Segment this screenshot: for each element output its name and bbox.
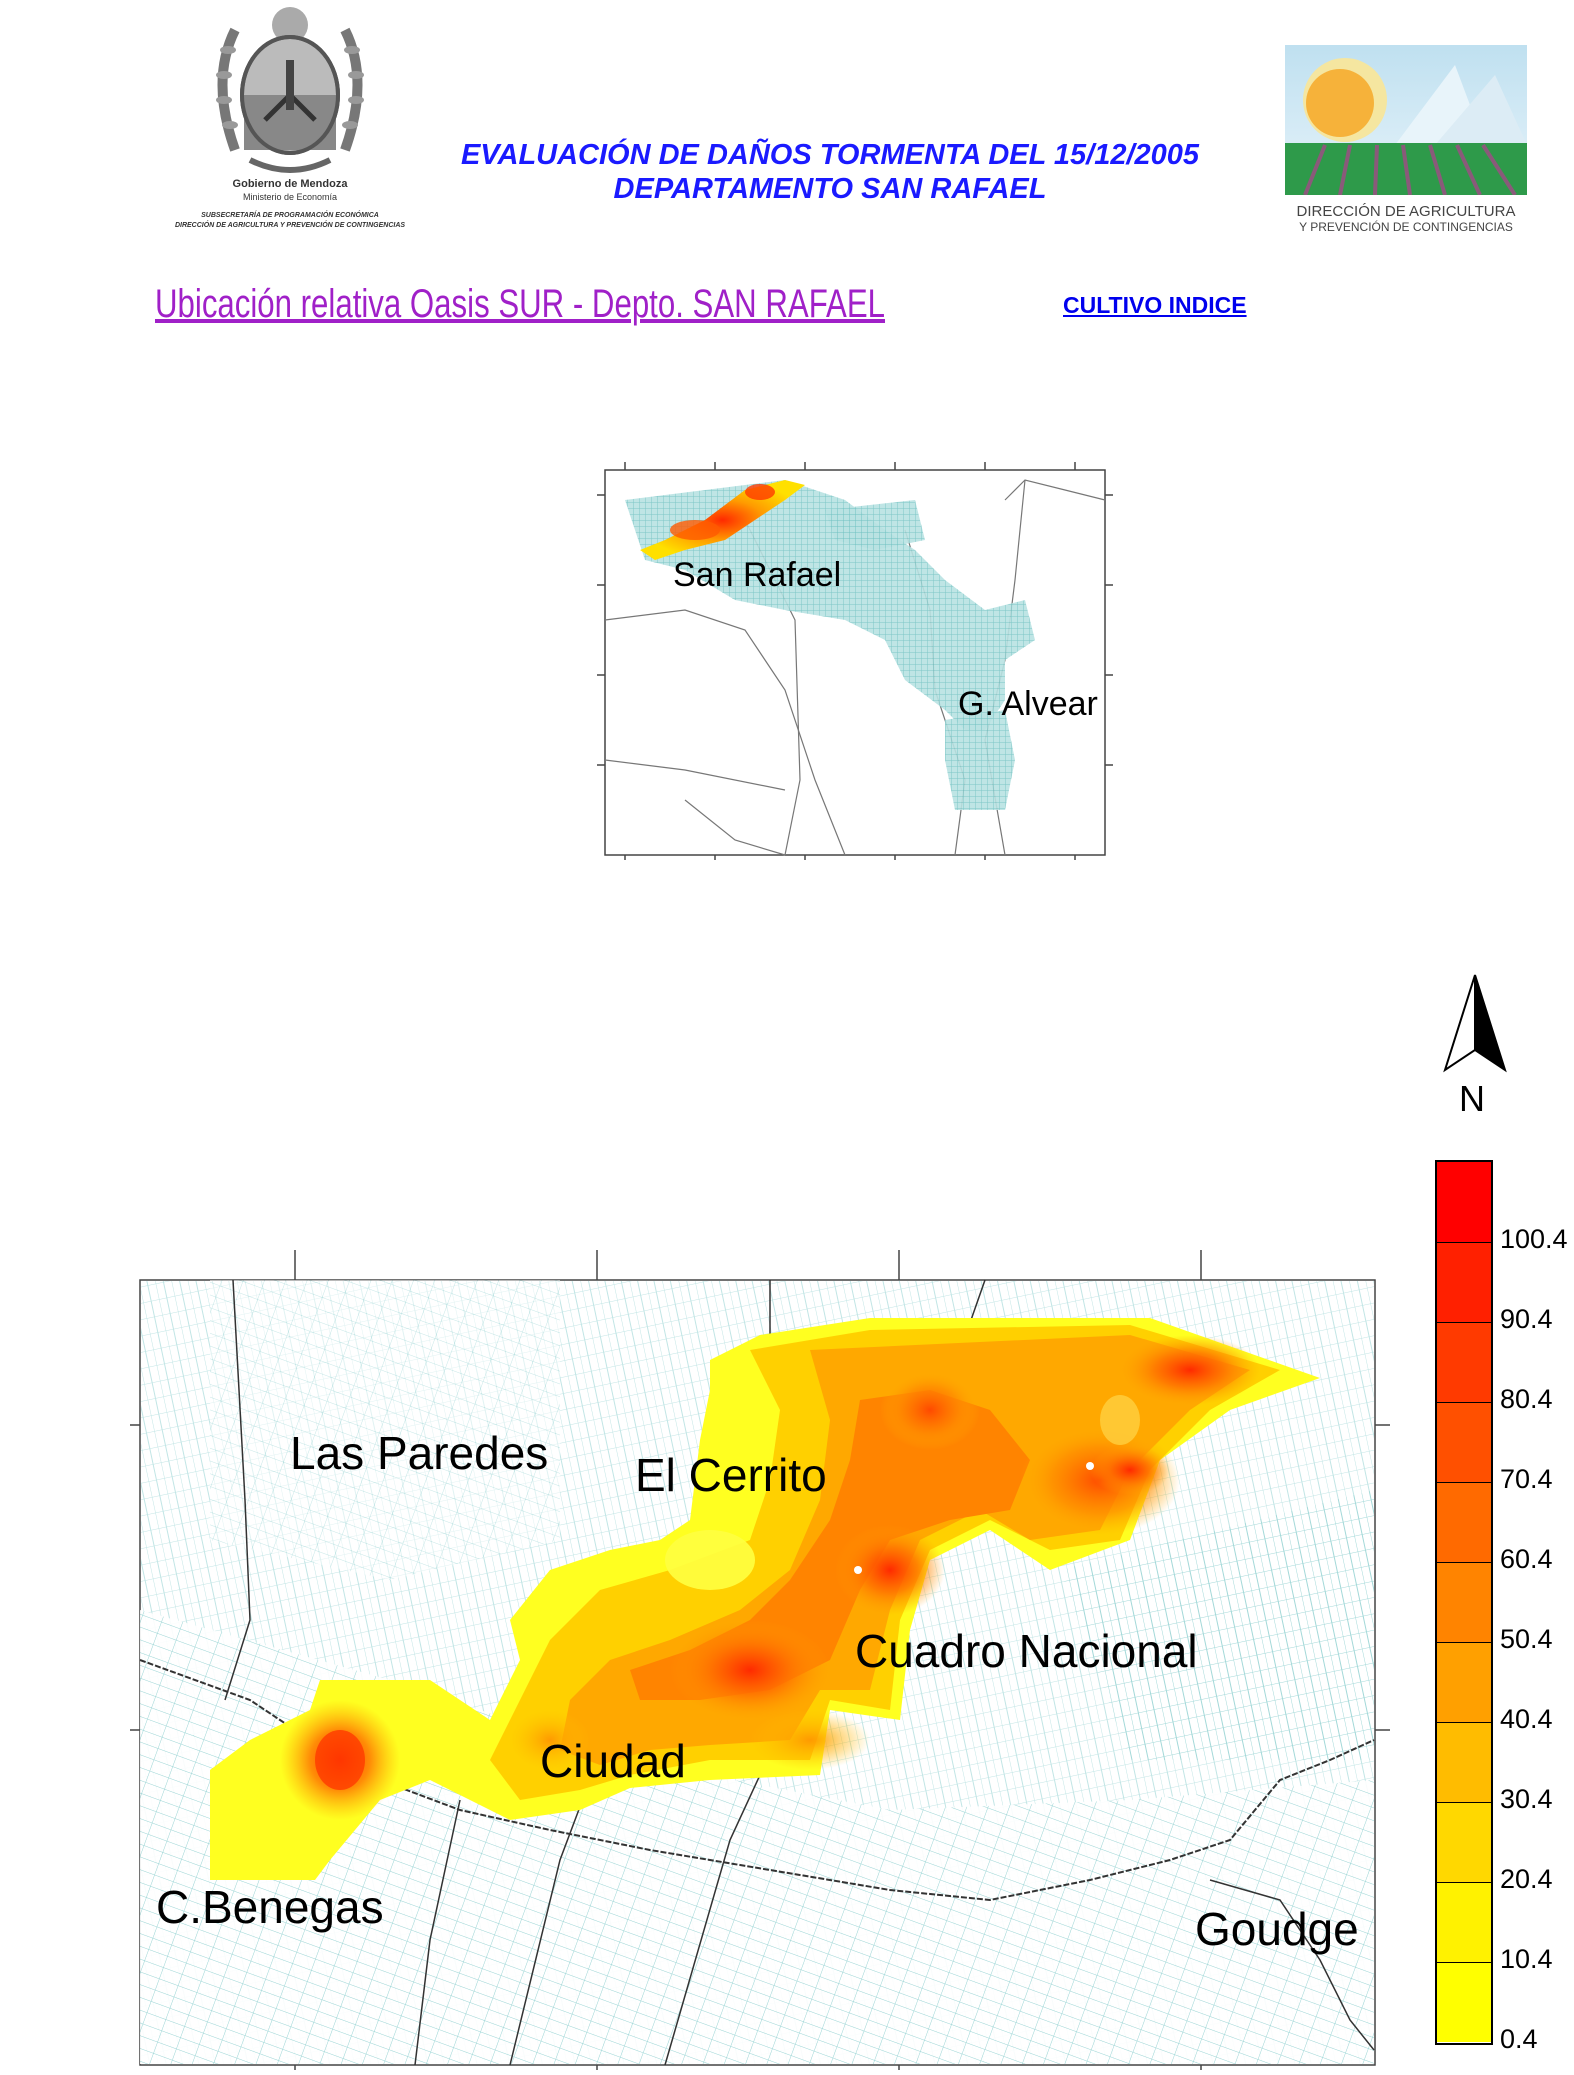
gov-logo-line1: Gobierno de Mendoza xyxy=(232,178,348,190)
legend-swatch xyxy=(1437,1642,1491,1722)
north-label: N xyxy=(1459,1078,1485,1119)
label-cuadro-nacional: Cuadro Nacional xyxy=(855,1625,1198,1677)
legend-swatch xyxy=(1437,1802,1491,1882)
legend-value: 60.4 xyxy=(1500,1544,1553,1574)
main-map xyxy=(130,1240,1390,2070)
cultivo-indice-link[interactable]: CULTIVO INDICE xyxy=(1063,292,1247,318)
legend-value: 40.4 xyxy=(1500,1704,1553,1734)
gov-logo-line2: Ministerio de Economía xyxy=(242,192,338,202)
inset-label-g-alvear: G. Alvear xyxy=(958,685,1098,723)
legend-color-bar xyxy=(1435,1160,1493,2045)
legend-swatch xyxy=(1437,1962,1491,2042)
agency-logo xyxy=(1285,45,1545,240)
inset-map xyxy=(585,460,1125,860)
legend-swatch xyxy=(1437,1162,1491,1242)
gov-logo-line3: SUBSECRETARÍA DE PROGRAMACIÓN ECONÓMICA xyxy=(201,212,379,219)
label-ciudad: Ciudad xyxy=(540,1735,686,1787)
legend-swatch xyxy=(1437,1242,1491,1322)
legend-swatch xyxy=(1437,1562,1491,1642)
agency-logo-line2: Y PREVENCIÓN DE CONTINGENCIAS xyxy=(1299,220,1513,234)
label-el-cerrito: El Cerrito xyxy=(635,1449,827,1501)
legend-swatch xyxy=(1437,1482,1491,1562)
legend-value: 20.4 xyxy=(1500,1864,1553,1894)
north-arrow-icon xyxy=(1435,970,1515,1080)
legend-swatch xyxy=(1437,1322,1491,1402)
page-title xyxy=(380,138,1280,206)
legend-value: 100.4 xyxy=(1500,1224,1568,1254)
legend-swatch xyxy=(1437,1722,1491,1802)
title-line1: EVALUACIÓN DE DAÑOS TORMENTA DEL 15/12/2005 xyxy=(460,139,1200,171)
legend-value: 80.4 xyxy=(1500,1384,1553,1414)
legend-value: 50.4 xyxy=(1500,1624,1553,1654)
legend-value: 30.4 xyxy=(1500,1784,1553,1814)
agency-landscape-icon xyxy=(1285,45,1527,195)
inset-label-san-rafael: San Rafael xyxy=(673,556,842,594)
legend-value: 0.4 xyxy=(1500,2024,1538,2054)
legend-swatch xyxy=(1437,1882,1491,1962)
legend-value: 10.4 xyxy=(1500,1944,1553,1974)
gov-logo-line4: DIRECCIÓN DE AGRICULTURA Y PREVENCIÓN DE CONTINGENCIAS xyxy=(174,222,406,229)
legend-value: 90.4 xyxy=(1500,1304,1553,1334)
color-legend xyxy=(1430,1160,1574,2070)
north-arrow xyxy=(1435,970,1515,1120)
title-line2: DEPARTAMENTO SAN RAFAEL xyxy=(613,173,1047,205)
legend-value: 70.4 xyxy=(1500,1464,1553,1494)
legend-swatch xyxy=(1437,1402,1491,1482)
subtitle-link[interactable]: Ubicación relativa Oasis SUR - Depto. SAN RAFAEL xyxy=(155,282,886,326)
label-goudge: Goudge xyxy=(1195,1903,1359,1955)
agency-logo-line1: DIRECCIÓN DE AGRICULTURA xyxy=(1296,203,1516,220)
label-c-benegas: C.Benegas xyxy=(156,1881,384,1933)
label-las-paredes: Las Paredes xyxy=(290,1427,549,1479)
